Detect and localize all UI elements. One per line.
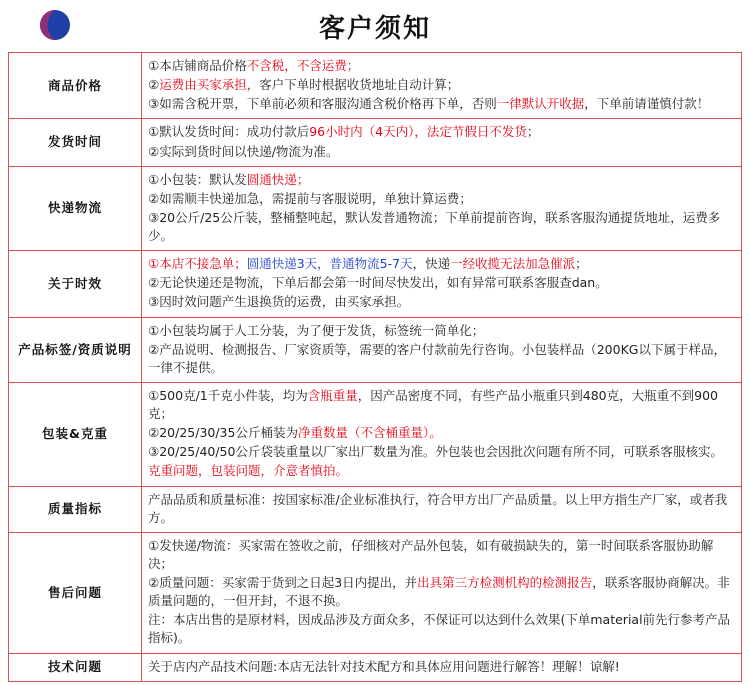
content-line [148,255,735,273]
text-segment: ①发快递/物流：买家需在签收之前，仔细核对产品外包装，如有破损缺失的，第一时间联系客服协助解决； [148,537,714,571]
content-line [148,123,735,141]
content-line [148,190,735,208]
table-row [9,532,742,653]
row-label: 技术问题 [9,653,142,681]
row-content [142,251,742,317]
row-label: 质量指标 [9,486,142,532]
text-segment: ； [526,124,540,140]
table-row [9,486,742,532]
row-label: 发货时间 [9,119,142,166]
text-segment: 96小时内（4天内），法定节假日不发货 [309,124,527,140]
content-line [148,537,735,573]
text-segment: ①本店不接急单； [148,256,247,272]
text-segment: ①小包装均属于人工分装，为了便于发货，标签统一简单化； [148,322,485,338]
text-segment: ②产品说明、检测报告、厂家资质等，需要的客户付款前先行咨询。小包装样品（200KG以下属于样品，一律不提供。 [148,341,726,375]
row-content [142,532,742,653]
text-segment: ② [148,77,160,93]
text-segment: ③20公斤/25公斤装，整桶整吨起，默认发普通物流；下单前提前咨询，联系客服沟通提货地址，运费多少。 [148,209,721,243]
text-segment: ，下单前请谨慎付款！ [584,96,710,112]
text-segment: ①小包装：默认发 [148,171,247,187]
page-header [0,0,750,52]
text-segment: 注：本店出售的是原材料，因成品涉及方面众多，不保证可以达到什么效果(下单material前先行参考产品指标)。 [148,612,731,646]
text-segment: ②如需顺丰快递加急，需提前与客服说明，单独计算运费； [148,190,472,206]
row-content [142,53,742,119]
content-line [148,424,735,442]
text-segment: ，联系客服协商解决。非质量问题的，一但开封，不退不换。 [148,575,730,609]
row-label: 包装&克重 [9,382,142,486]
content-line [148,574,735,610]
text-segment: ，快递 [412,256,451,272]
content-line [148,76,735,94]
row-content [142,382,742,486]
text-segment: 关于店内产品技术问题:本店无法针对技术配方和具体应用问题进行解答！理解！谅解! [148,658,620,674]
text-segment: 一律默认开收据 [496,96,585,112]
text-segment: ③20/25/40/50公斤袋装重量以厂家出厂数量为准。外包装也会因批次问题有所不同，可联系客服核实。 [148,444,723,460]
notice-table [8,52,742,682]
text-segment: ③如需含税开票，下单前必须和客服沟通含税价格再下单，否则 [148,96,497,112]
content-line [148,491,735,527]
notice-table-body [9,53,742,682]
content-line [148,209,735,245]
text-segment: 克重问题，包装问题，介意者慎拍。 [148,463,349,479]
table-row [9,166,742,251]
row-label: 关于时效 [9,251,142,317]
content-line [148,171,735,189]
text-segment: ②质量问题：买家需于货到之日起3日内提出，并 [148,575,418,590]
text-segment: ②实际到货时间以快递/物流为准。 [148,143,339,159]
table-row [9,251,742,317]
content-line [148,95,735,113]
row-content [142,119,742,166]
content-line [148,293,735,311]
content-line [148,462,735,480]
text-segment: ①500克/1千克小件装，均为 [148,387,308,403]
text-segment: ②20/25/30/35公斤桶装为 [148,425,298,441]
table-row [9,53,742,119]
content-line [148,57,735,75]
content-line [148,322,735,340]
text-segment: ①默认发货时间：成功付款后 [148,124,310,140]
text-segment: 含瓶重量 [307,387,358,403]
row-content [142,317,742,382]
text-segment: ； [575,256,588,272]
table-row [9,382,742,486]
text-segment: 圆通快递； [246,171,310,187]
row-label: 售后问题 [9,532,142,653]
text-segment: ③因时效问题产生退换货的运费，由买家承担。 [148,294,410,310]
text-segment: 不含税，不含运费； [246,58,360,73]
row-content [142,166,742,251]
text-segment: ，因产品密度不同，有些产品小瓶重只到480克，大瓶重不到900克； [148,387,718,421]
row-content [142,486,742,532]
text-segment: 运费由买家承担， [159,77,260,93]
text-segment: 出具第三方检测机构的检测报告 [417,575,593,590]
text-segment: 产品品质和质量标准：按国家标准/企业标准执行，符合甲方出厂产品质量。以上甲方指生产厂家，或者我方。 [148,491,728,525]
table-row [9,653,742,681]
text-segment: 一经收揽无法加急催派 [450,256,576,272]
row-label: 快递物流 [9,166,142,251]
text-segment: 客户下单时根据收货地址自动计算； [259,77,460,93]
content-line [148,387,735,423]
row-content [142,653,742,681]
content-line [148,274,735,292]
row-label: 产品标签/资质说明 [9,317,142,382]
table-row [9,119,742,166]
text-segment: ②无论快递还是物流，下单后都会第一时间尽快发出，如有异常可联系客服查dan。 [148,275,608,291]
content-line [148,443,735,461]
content-line [148,341,735,377]
content-line [148,658,735,676]
table-row [9,317,742,382]
text-segment: ①本店铺商品价格 [148,58,247,73]
content-line [148,611,735,647]
row-label: 商品价格 [9,53,142,119]
page-title: 客户须知 [318,13,431,44]
text-segment: 净重数量（不含桶重量）。 [297,425,442,441]
brand-logo-icon [8,2,82,48]
text-segment: 圆通快递3天，普通物流5-7天 [246,256,413,272]
content-line [148,143,735,161]
